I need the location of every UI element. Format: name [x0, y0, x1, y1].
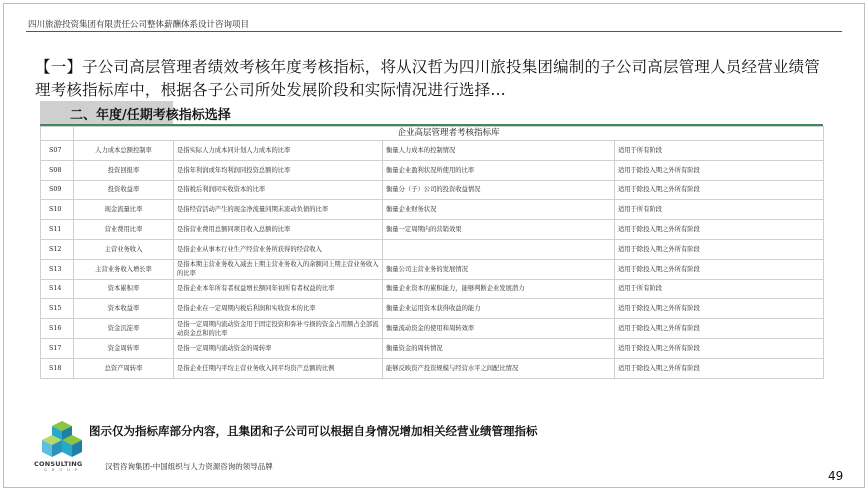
cell-definition: 是指营业费用总额同项目收入总额的比率 — [174, 220, 383, 240]
cell-purpose: 能够反映资产投资规模与经营水平之间配比情况 — [383, 358, 615, 378]
cell-definition: 是指本期主营业务收入减去上期主营业务收入的余额同上期主营业务收入的比率 — [174, 259, 383, 279]
cell-name: 人力成本总额控制率 — [74, 141, 174, 161]
table-row — [41, 220, 824, 240]
cell-name: 资本收益率 — [74, 299, 174, 319]
table-row — [41, 279, 824, 299]
table-row — [41, 299, 824, 319]
cell-code: S07 — [41, 141, 74, 161]
cell-scope: 适用于除投入期之外所有阶段 — [615, 239, 824, 259]
cell-definition: 是指一定周期内流动资金的周转率 — [174, 338, 383, 358]
cell-code: S18 — [41, 358, 74, 378]
cell-scope: 适用于所有阶段 — [615, 141, 824, 161]
cell-purpose: 衡量企业财务状况 — [383, 200, 615, 220]
cell-definition: 是指一定周期内流动资金用于固定投资和弥补亏损的资金占用额占全部流动资金总和的比率 — [174, 319, 383, 339]
table-row — [41, 180, 824, 200]
table-row — [41, 338, 824, 358]
cell-purpose: 衡量企业盈利状况所使用的比率 — [383, 160, 615, 180]
cell-definition: 是指经营活动产生的现金净流量同期末流动负债的比率 — [174, 200, 383, 220]
cell-scope: 适用于除投入期之外所有阶段 — [615, 319, 824, 339]
cell-purpose: 衡量企业资本的累积能力，能够判断企业发展潜力 — [383, 279, 615, 299]
cell-definition: 是指企业本年所有者权益增长额同年初所有者权益的比率 — [174, 279, 383, 299]
cell-name: 投资收益率 — [74, 180, 174, 200]
table-corner — [41, 127, 74, 141]
cell-purpose — [383, 239, 615, 259]
cell-purpose: 衡量企业运用资本获得收益的能力 — [383, 299, 615, 319]
cell-definition: 是指税后利润同实收资本的比率 — [174, 180, 383, 200]
cell-name: 资金周转率 — [74, 338, 174, 358]
cell-code: S10 — [41, 200, 74, 220]
cell-scope: 适用于所有阶段 — [615, 279, 824, 299]
cell-name: 主营业务收入 — [74, 239, 174, 259]
cell-definition: 是指企业从事本行业生产经营业务所获得的经营收入 — [174, 239, 383, 259]
cell-code: S16 — [41, 319, 74, 339]
table-row — [41, 160, 824, 180]
cell-code: S12 — [41, 239, 74, 259]
cell-name: 现金流量比率 — [74, 200, 174, 220]
consulting-cube-logo-icon — [38, 420, 86, 460]
cell-definition: 是指企业在一定周期内税后利润和实收资本的比率 — [174, 299, 383, 319]
cell-scope: 适用于除投入期之外所有阶段 — [615, 180, 824, 200]
cell-purpose: 衡量人力成本的控制情况 — [383, 141, 615, 161]
cell-purpose: 衡量一定周期内的营销效果 — [383, 220, 615, 240]
cell-definition: 是指实际人力成本同计划人力成本的比率 — [174, 141, 383, 161]
cell-name: 总资产周转率 — [74, 358, 174, 378]
table-row — [41, 200, 824, 220]
cell-purpose: 衡量公司主营业务的发展情况 — [383, 259, 615, 279]
cell-name: 资金沉淀率 — [74, 319, 174, 339]
table-row — [41, 319, 824, 339]
cell-purpose: 衡量分（子）公司的投资收益情况 — [383, 180, 615, 200]
cell-scope: 适用于除投入期之外所有阶段 — [615, 220, 824, 240]
cell-name: 主营业务收入增长率 — [74, 259, 174, 279]
table-row — [41, 239, 824, 259]
cell-code: S08 — [41, 160, 74, 180]
cell-scope: 适用于所有阶段 — [615, 200, 824, 220]
cell-name: 营业费用比率 — [74, 220, 174, 240]
header-divider — [26, 31, 842, 32]
cell-scope: 适用于除投入期之外所有阶段 — [615, 259, 824, 279]
cell-code: S15 — [41, 299, 74, 319]
cell-scope: 适用于除投入期之外所有阶段 — [615, 358, 824, 378]
project-title: 四川旅游投资集团有限责任公司整体薪酬体系设计咨询项目 — [28, 20, 250, 30]
cell-name: 资本累积率 — [74, 279, 174, 299]
table-row — [41, 358, 824, 378]
headline: 【一】子公司高层管理者绩效考核年度考核指标，将从汉哲为四川旅投集团编制的子公司高层管理人员经营业绩管理考核指标库中，根据各子公司所处发展阶段和实际情况进行选择… — [35, 58, 821, 99]
page-number: 49 — [828, 469, 844, 483]
table-title: 企业高层管理者考核指标库 — [74, 127, 824, 141]
cell-purpose: 衡量流动资金的使用和周转效率 — [383, 319, 615, 339]
cell-scope: 适用于除投入期之外所有阶段 — [615, 160, 824, 180]
cell-purpose: 衡量资金的周转情况 — [383, 338, 615, 358]
cell-scope: 适用于除投入期之外所有阶段 — [615, 338, 824, 358]
logo-subtext: G R O U P — [44, 468, 80, 472]
cell-code: S11 — [41, 220, 74, 240]
cell-code: S17 — [41, 338, 74, 358]
cell-name: 投资回报率 — [74, 160, 174, 180]
cell-code: S13 — [41, 259, 74, 279]
cell-code: S14 — [41, 279, 74, 299]
logo-text: CONSULTING — [34, 460, 83, 468]
table-row — [41, 259, 824, 279]
cell-definition: 是指企业任期内平均主营业务收入同平均资产总额的比例 — [174, 358, 383, 378]
cell-code: S09 — [41, 180, 74, 200]
brand-slogan: 汉哲咨询集团-中国组织与人力资源咨询的领导品牌 — [105, 462, 273, 471]
cell-definition: 是指年利润或年均利润同投资总额的比率 — [174, 160, 383, 180]
cell-scope: 适用于除投入期之外所有阶段 — [615, 299, 824, 319]
footnote: 图示仅为指标库部分内容，且集团和子公司可以根据自身情况增加相关经营业绩管理指标 — [89, 424, 538, 438]
indicator-library-table — [40, 126, 824, 379]
section-title: 二、年度/任期考核指标选择 — [70, 108, 231, 123]
table-row — [41, 141, 824, 161]
